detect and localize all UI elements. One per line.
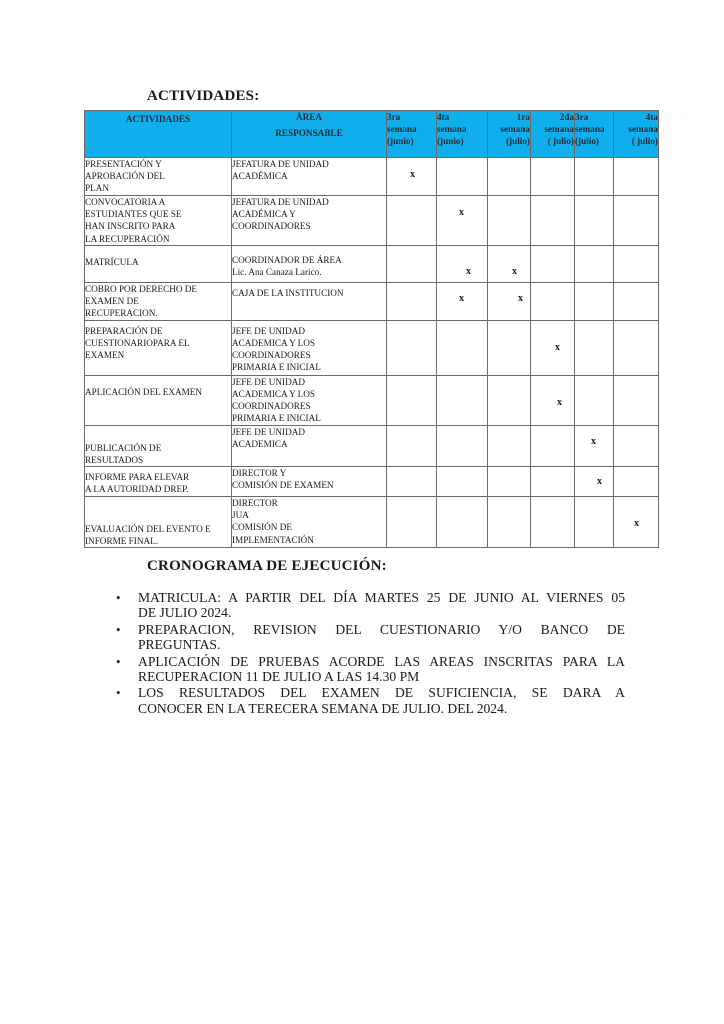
schedule-mark: x <box>459 207 464 218</box>
week-4-cell <box>531 497 575 548</box>
week-6-cell <box>614 497 659 548</box>
section-title-cronograma: CRONOGRAMA DE EJECUCIÓN: <box>147 558 387 574</box>
schedule-text-line: RECUPERACION 11 DE JULIO A LAS 14.30 PM <box>138 669 420 685</box>
activity-text-line: RECUPERACION. <box>85 308 158 319</box>
header-week-2: 4ta semana (junio) <box>437 111 488 158</box>
bullet-icon: • <box>116 685 121 701</box>
schedule-mark: x <box>557 396 562 408</box>
week-3-cell <box>488 283 531 321</box>
area-text-line: ACADEMICA Y LOS <box>232 388 316 399</box>
activity-cell <box>85 196 232 246</box>
week-5-cell <box>575 425 614 466</box>
week-5-cell <box>575 246 614 283</box>
activity-text-line: LA RECUPERACIÓN <box>85 233 170 244</box>
header-week-4: 2da semana ( julio) <box>531 111 575 158</box>
week-1-cell <box>387 375 437 425</box>
schedule-text-line: PREGUNTAS. <box>138 637 221 653</box>
activity-text-line: A LA AUTORIDAD DREP. <box>85 484 189 495</box>
area-responsable-cell <box>232 320 387 375</box>
schedule-mark: x <box>466 266 471 277</box>
week-3-cell <box>488 246 531 283</box>
schedule-text-line: MATRICULA: A PARTIR DEL DÍA MARTES 25 DE JUNIO AL VIERNES 05 <box>138 590 625 605</box>
activity-text-line: APROBACIÓN DEL <box>85 171 165 182</box>
week-4-cell <box>531 283 575 321</box>
area-text-line: ACADÉMICA <box>232 171 288 182</box>
area-responsable-cell <box>232 467 387 497</box>
schedule-list-item <box>110 622 625 653</box>
week-6-cell <box>614 283 659 321</box>
week-5-cell <box>575 467 614 497</box>
activity-text-line: HAN INSCRITO PARA <box>85 221 176 232</box>
area-responsable-cell <box>232 196 387 246</box>
area-text-line: JEFATURA DE UNIDAD <box>232 159 329 169</box>
week-4-cell <box>531 196 575 246</box>
area-text-line: PRIMARIA E INICIAL <box>232 362 321 373</box>
activity-cell <box>85 467 232 497</box>
week-5-cell <box>575 497 614 548</box>
table-row <box>85 246 659 283</box>
header-week-1: 3ra semana (junio) <box>387 111 437 158</box>
week-4-cell <box>531 375 575 425</box>
area-text-line: COMISIÓN DE <box>232 522 292 533</box>
activity-text-line: EXAMEN <box>85 350 125 361</box>
week-6-cell <box>614 425 659 466</box>
header-actividades: ACTIVIDADES <box>85 111 232 158</box>
header-week-3: 1ra semana (julio) <box>488 111 531 158</box>
week-3-cell <box>488 320 531 375</box>
activity-cell <box>85 246 232 283</box>
week-5-cell <box>575 158 614 196</box>
activity-text-line: CUESTIONARIOPARA EL <box>85 337 190 348</box>
activity-cell <box>85 497 232 548</box>
bullet-icon: • <box>116 653 121 669</box>
schedule-text-line: CONOCER EN LA TERECERA SEMANA DE JULIO. DEL 2024. <box>138 700 508 716</box>
week-6-cell <box>614 375 659 425</box>
activity-cell <box>85 158 232 196</box>
activity-text-line: PRESENTACIÓN Y <box>85 159 162 169</box>
activity-text-line: EVALUACIÓN DEL EVENTO E <box>85 524 211 535</box>
activity-cell <box>85 375 232 425</box>
area-text-line: COORDINADORES <box>232 350 311 361</box>
week-4-cell <box>531 246 575 283</box>
week-1-cell <box>387 246 437 283</box>
bullet-icon: • <box>116 621 121 637</box>
week-2-cell <box>437 497 488 548</box>
table-header-row <box>85 111 659 158</box>
area-responsable-cell <box>232 375 387 425</box>
week-5-cell <box>575 283 614 321</box>
area-text-line: DIRECTOR Y <box>232 468 287 479</box>
activity-cell <box>85 425 232 466</box>
week-6-cell <box>614 246 659 283</box>
week-1-cell <box>387 283 437 321</box>
week-1-cell <box>387 196 437 246</box>
week-4-cell <box>531 467 575 497</box>
area-text-line: IMPLEMENTACIÓN <box>232 534 314 545</box>
activity-text-line: ESTUDIANTES QUE SE <box>85 209 182 220</box>
activity-cell <box>85 320 232 375</box>
week-6-cell <box>614 158 659 196</box>
area-text-line: COORDINADOR DE ÁREA <box>232 255 342 265</box>
schedule-text-line: APLICACIÓN DE PRUEBAS ACORDE LAS AREAS INSCRITAS PARA LA <box>138 653 625 669</box>
area-text-line: DIRECTOR <box>232 498 278 509</box>
area-responsable-cell <box>232 246 387 283</box>
bullet-icon: • <box>116 590 121 605</box>
activity-text-line: MATRÍCULA <box>85 257 139 267</box>
schedule-text-line: PREPARACION, REVISION DEL CUESTIONARIO Y/O BANCO DE <box>138 621 625 637</box>
table-row <box>85 497 659 548</box>
table-row <box>85 283 659 321</box>
area-text-line: ACADEMICA Y LOS <box>232 337 316 348</box>
area-text-line: JEFE DE UNIDAD <box>232 325 305 336</box>
activity-text-line: EXAMEN DE <box>85 296 139 307</box>
week-5-cell <box>575 196 614 246</box>
week-2-cell <box>437 158 488 196</box>
week-1-cell <box>387 467 437 497</box>
schedule-mark: x <box>518 293 523 304</box>
week-3-cell <box>488 158 531 196</box>
week-2-cell <box>437 196 488 246</box>
table-row <box>85 320 659 375</box>
week-3-cell <box>488 375 531 425</box>
activity-text-line: INFORME PARA ELEVAR <box>85 472 190 483</box>
week-3-cell <box>488 497 531 548</box>
week-4-cell <box>531 320 575 375</box>
week-1-cell <box>387 158 437 196</box>
activity-cell <box>85 283 232 321</box>
activities-table <box>84 110 659 548</box>
area-text-line: COMISIÓN DE EXAMEN <box>232 480 334 491</box>
schedule-list <box>110 590 625 717</box>
activity-text-line: CONVOCATORIA A <box>85 197 166 207</box>
section-title-actividades: ACTIVIDADES: <box>147 88 260 104</box>
schedule-mark: x <box>634 518 639 530</box>
week-2-cell <box>437 375 488 425</box>
area-text-line: COORDINADORES <box>232 221 311 232</box>
activity-text-line: APLICACIÓN DEL EXAMEN <box>85 386 203 397</box>
activity-text-line: INFORME FINAL. <box>85 536 158 547</box>
week-4-cell <box>531 158 575 196</box>
week-1-cell <box>387 425 437 466</box>
schedule-mark: x <box>597 476 602 488</box>
area-text-line: ACADEMICA <box>232 438 288 449</box>
activity-text-line: PREPARACIÓN DE <box>85 325 163 336</box>
week-5-cell <box>575 375 614 425</box>
area-text-line: JEFE DE UNIDAD <box>232 426 305 437</box>
area-responsable-cell <box>232 425 387 466</box>
area-text-line: PRIMARIA E INICIAL <box>232 413 321 424</box>
schedule-list-item <box>110 590 625 621</box>
week-5-cell <box>575 320 614 375</box>
schedule-mark: x <box>555 341 560 353</box>
table-body <box>85 158 659 548</box>
week-3-cell <box>488 196 531 246</box>
area-responsable-cell <box>232 283 387 321</box>
week-2-cell <box>437 425 488 466</box>
week-2-cell <box>437 467 488 497</box>
area-responsable-cell <box>232 158 387 196</box>
week-3-cell <box>488 425 531 466</box>
area-text-line: COORDINADORES <box>232 401 311 412</box>
area-text-line: ACADÉMICA Y <box>232 209 296 220</box>
table-row <box>85 158 659 196</box>
table-row <box>85 196 659 246</box>
schedule-mark: x <box>512 266 517 277</box>
schedule-text-line: DE JULIO 2024. <box>138 605 232 621</box>
week-1-cell <box>387 320 437 375</box>
week-2-cell <box>437 246 488 283</box>
area-text-line: JEFE DE UNIDAD <box>232 376 305 387</box>
header-area-line1: ÁREA <box>295 112 323 122</box>
area-text-line: CAJA DE LA INSTITUCION <box>232 288 344 298</box>
header-week-5: 3ra semana (julio) <box>575 111 614 158</box>
header-week-6: 4ta semana ( julio) <box>614 111 659 158</box>
activity-text-line: PLAN <box>85 183 109 194</box>
table-row <box>85 375 659 425</box>
schedule-list-item <box>110 685 625 716</box>
activity-text-line: COBRO POR DERECHO DE <box>85 284 198 294</box>
week-3-cell <box>488 467 531 497</box>
header-area-responsable <box>232 111 387 158</box>
week-1-cell <box>387 497 437 548</box>
schedule-text-line: LOS RESULTADOS DEL EXAMEN DE SUFICIENCIA, SE DARA A <box>138 685 625 701</box>
week-6-cell <box>614 196 659 246</box>
schedule-list-item <box>110 654 625 685</box>
header-area-line2: RESPONSABLE <box>275 128 343 139</box>
week-6-cell <box>614 320 659 375</box>
activity-text-line: PUBLICACIÓN DE <box>85 442 162 453</box>
area-text-line: JEFATURA DE UNIDAD <box>232 197 329 207</box>
activity-text-line: RESULTADOS <box>85 454 144 465</box>
schedule-mark: x <box>591 435 596 447</box>
area-text-line: Lic. Ana Canaza Larico. <box>232 267 322 278</box>
week-2-cell <box>437 283 488 321</box>
table-row <box>85 467 659 497</box>
week-6-cell <box>614 467 659 497</box>
area-responsable-cell <box>232 497 387 548</box>
table-row <box>85 425 659 466</box>
week-4-cell <box>531 425 575 466</box>
schedule-mark: x <box>459 293 464 304</box>
schedule-mark: x <box>410 169 415 180</box>
week-2-cell <box>437 320 488 375</box>
area-text-line: JUA <box>232 510 249 521</box>
